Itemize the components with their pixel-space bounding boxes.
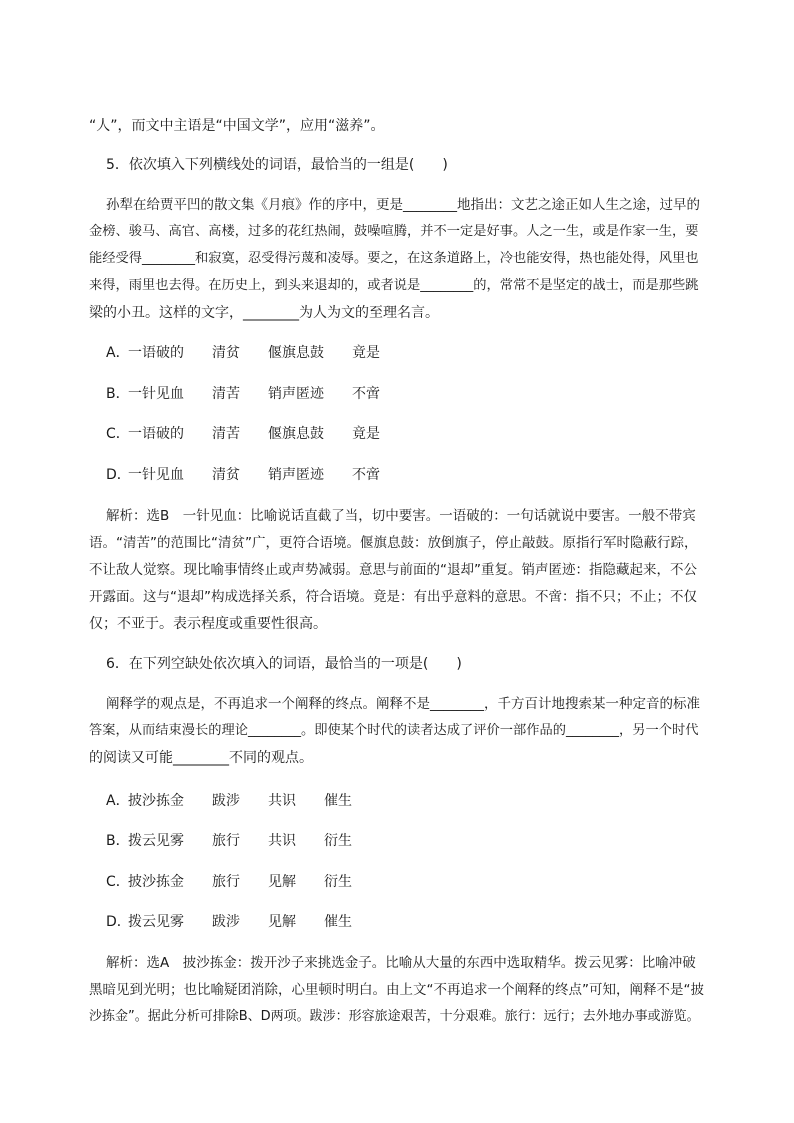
option-word: 披沙拣金 (128, 874, 184, 890)
option-a (106, 343, 406, 363)
analysis-line: 解析：选B 一针见血：比喻说话直截了当，切中要害。一语破的：一句话就说中要害。一般不带宾 (106, 508, 696, 524)
option-word: 披沙拣金 (128, 793, 184, 809)
passage-line: 的阅读又可能________不同的观点。 (89, 750, 313, 766)
option-word: 共识 (268, 793, 296, 809)
option-word: 偃旗息鼓 (268, 345, 324, 361)
carryover-text: “人”，而文中主语是“中国文学”，应用“滋养”。 (89, 118, 385, 134)
option-word: 一语破的 (128, 345, 184, 361)
option-word: 旅行 (212, 874, 240, 890)
option-word: 衍生 (324, 874, 352, 890)
question-5-stem: 5．依次填入下列横线处的词语，最恰当的一组是( ) (106, 157, 448, 173)
option-word: 一针见血 (128, 467, 184, 483)
option-word: 偃旗息鼓 (268, 426, 324, 442)
option-d (106, 912, 406, 932)
option-word: 清贫 (212, 467, 240, 483)
option-word: 清苦 (212, 386, 240, 402)
passage-line: 金榜、骏马、高官、高楼，过多的花红热闹，鼓噪喧腾，并不一定是好事。人之一生，或是作家一生，要 (89, 224, 699, 239)
option-letter: A． (106, 345, 130, 361)
option-word: 旅行 (212, 833, 240, 849)
option-word: 清贫 (212, 345, 240, 361)
option-word: 见解 (268, 874, 296, 890)
option-word: 衍生 (324, 833, 352, 849)
passage-line: 阐释学的观点是，不再追求一个阐释的终点。阐释不是________，千方百计地搜索某一种定音的标准 (106, 696, 700, 712)
option-d (106, 465, 406, 485)
option-letter: A． (106, 793, 130, 809)
option-word: 共识 (268, 833, 296, 849)
option-b (106, 384, 406, 404)
option-word: 见解 (268, 914, 296, 930)
option-letter: C． (106, 874, 130, 890)
option-word: 竟是 (352, 345, 380, 361)
option-word: 催生 (324, 914, 352, 930)
option-word: 清苦 (212, 426, 240, 442)
option-letter: D． (106, 914, 131, 930)
option-word: 拨云见雾 (128, 833, 184, 849)
option-word: 跋涉 (212, 914, 240, 930)
option-a (106, 791, 406, 811)
option-word: 催生 (324, 793, 352, 809)
passage-line: 能经受得________和寂寞，忍受得污蔑和凌辱。要之，在这条道路上，冷也能安得，热也能处得，风里也 (89, 251, 699, 266)
option-letter: C． (106, 426, 130, 442)
option-letter: B． (106, 386, 130, 402)
option-word: 不啻 (352, 386, 380, 402)
analysis-line: 沙拣金”。据此分析可排除B、D两项。跋涉：形容旅途艰苦，十分艰难。旅行：远行；去外地办事或游览。 (89, 1009, 700, 1024)
passage-line: 梁的小丑。这样的文字，________为人为文的至理名言。 (89, 305, 439, 321)
option-letter: D． (106, 467, 131, 483)
passage-line: 来得，雨里也去得。在历史上，到头来退却的，或者说是________的，常常不是坚定的战士，而是那些跳 (89, 278, 699, 293)
option-word: 一语破的 (128, 426, 184, 442)
analysis-line: 黑暗见到光明；也比喻疑团消除，心里顿时明白。由上文“不再追求一个阐释的终点”可知，阐释不是“披 (89, 982, 704, 998)
option-c (106, 424, 406, 444)
analysis-line: 仅；不亚于。表示程度或重要性很高。 (89, 616, 327, 632)
option-word: 拨云见雾 (128, 914, 184, 930)
analysis-line: 不让敌人觉察。现比喻事情终止或声势减弱。意思与前面的“退却”重复。销声匿迹：指隐藏起来，不公 (89, 562, 697, 578)
option-letter: B． (106, 833, 130, 849)
option-c (106, 872, 406, 892)
option-word: 跋涉 (212, 793, 240, 809)
option-word: 销声匿迹 (268, 467, 324, 483)
analysis-line: 解析：选A 披沙拣金：拨开沙子来挑选金子。比喻从大量的东西中选取精华。拨云见雾：比喻冲破 (106, 955, 696, 971)
option-b (106, 831, 406, 851)
question-6-stem: 6．在下列空缺处依次填入的词语，最恰当的一项是( ) (106, 656, 462, 672)
option-word: 不啻 (352, 467, 380, 483)
option-word: 竟是 (352, 426, 380, 442)
passage-line: 答案，从而结束漫长的理论________。即使某个时代的读者达成了评价一部作品的________，另一个时代 (89, 723, 699, 738)
option-word: 一针见血 (128, 386, 184, 402)
option-word: 销声匿迹 (268, 386, 324, 402)
analysis-line: 语。“清苦”的范围比“清贫”广，更符合语境。偃旗息鼓：放倒旗子，停止敲鼓。原指行军时隐蔽行踪， (89, 535, 698, 551)
analysis-line: 开露面。这与“退却”构成选择关系，符合语境。竟是：有出乎意料的意思。不啻：指不只；不止；不仅 (89, 589, 697, 605)
passage-line: 孙犁在给贾平凹的散文集《月痕》作的序中，更是________地指出：文艺之途正如人生之途，过早的 (106, 197, 700, 213)
